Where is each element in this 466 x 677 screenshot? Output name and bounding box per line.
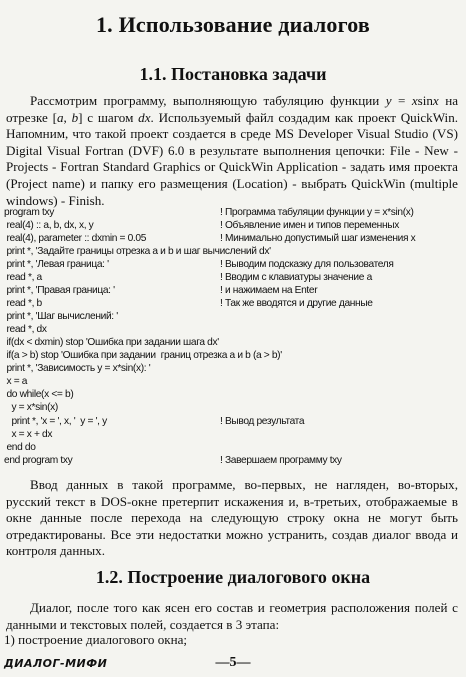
code-line	[4, 245, 462, 258]
code-statement: x = x + dx	[4, 428, 53, 440]
code-listing	[4, 206, 462, 467]
code-statement: read *, b	[4, 298, 42, 310]
code-comment: ! Объявление имен и типов переменных	[220, 220, 399, 232]
formula-b: b	[71, 109, 79, 125]
code-line	[4, 362, 462, 375]
code-line	[4, 336, 462, 349]
code-line	[4, 428, 462, 441]
intro-text-3: sin	[417, 93, 433, 108]
code-statement: read *, dx	[4, 324, 47, 336]
formula-a: a	[56, 109, 64, 125]
code-statement: real(4) :: a, b, dx, x, y	[4, 220, 94, 232]
code-line	[4, 271, 462, 284]
formula-x: x	[411, 93, 418, 108]
code-statement: x = a	[4, 376, 28, 388]
code-line	[4, 441, 462, 454]
formula-dx: dx	[138, 109, 151, 125]
intro-text-1: Рассмотрим программу, выполняющую табуляцию функции	[30, 93, 386, 108]
code-statement: if(dx < dxmin) stop 'Ошибка при задании шага dx'	[4, 337, 219, 349]
step-1: 1) построение диалогового окна;	[4, 632, 188, 647]
code-comment: ! Вывод результата	[220, 415, 305, 427]
code-statement: real(4), parameter :: dxmin = 0.05	[4, 233, 147, 245]
code-line	[4, 349, 462, 362]
code-line	[4, 310, 462, 323]
intro-text-4: на отрезке [	[6, 93, 459, 125]
code-statement: if(a > b) stop 'Ошибка при задании границ отрезка a и b (a > b)'	[4, 350, 282, 362]
code-comment: ! Так же вводятся и другие данные	[220, 298, 373, 310]
code-line	[4, 375, 462, 388]
code-line	[4, 388, 462, 401]
code-statement: print *, 'Зависимость y = x*sin(x): '	[4, 363, 151, 375]
intro-text-2: =	[391, 93, 412, 108]
code-line	[4, 258, 462, 271]
code-comment: ! и нажимаем на Enter	[220, 285, 318, 297]
intro-paragraph	[6, 93, 458, 209]
code-comment: ! Вводим с клавиатуры значение a	[220, 272, 372, 284]
code-statement: print *, 'Левая граница: '	[4, 259, 109, 271]
section-heading-1-2: 1.2. Построение диалогового окна	[95, 567, 371, 587]
code-line	[4, 415, 462, 428]
code-statement: print *, 'Шаг вычислений: '	[4, 311, 118, 323]
code-statement: do while(x <= b)	[4, 389, 74, 401]
code-statement: print *, 'Правая граница: '	[4, 285, 115, 297]
intro-text-7: . Используемый файл создадим как проект QuickWin. Напомним, что такой проект создается в среде MS Developer Visual Studio (VS) Digital Visual Fortran (DVF) 6.0 в результате выполнения цепочки: File - New - Projects - Fortran Standard Graphics or QuickWin Application - задать имя проекта (Project name) и папку его размещения (Location) - выбрать QuickWin (multiple windows) - Finish.	[6, 109, 459, 208]
code-statement: program txy	[4, 207, 54, 218]
code-comment: ! Программа табуляции функции y = x*sin(x)	[220, 207, 414, 218]
code-line	[4, 454, 462, 467]
code-statement: end program txy	[4, 454, 73, 466]
code-line	[4, 401, 462, 414]
section-heading-1-1: 1.1. Постановка задачи	[139, 64, 327, 84]
code-statement: print *, 'x = ', x, ' y = ', y	[4, 415, 107, 427]
formula-y: y	[385, 93, 392, 108]
dialog-steps-paragraph: Диалог, после того как ясен его состав и геометрия расположения полей с данными и текстовых полей, создается в 3 этапа:	[6, 600, 458, 632]
drawbacks-paragraph: Ввод данных в такой программе, во-первых, не нагляден, во-вторых, русский текст в DOS-окне претерпит искажения и, в-третьих, отображаемые в окне данные после перехода на следующую строку окна не могут быть отредактированы. Все эти недостатки можно устранить, создав диалог ввода и контроля данных.	[6, 477, 458, 559]
publisher-logo: ДИАЛОГ-МИФИ	[4, 657, 108, 670]
code-statement: print *, 'Задайте границы отрезка a и b и шаг вычислений dx'	[4, 246, 271, 258]
code-comment: ! Выводим подсказку для пользователя	[220, 259, 394, 271]
code-statement: end do	[4, 441, 36, 453]
code-statement: y = x*sin(x)	[4, 402, 58, 414]
code-line	[4, 297, 462, 310]
formula-x2: x	[432, 93, 439, 108]
chapter-heading: 1. Использование диалогов	[95, 12, 371, 37]
code-statement: read *, a	[4, 272, 42, 284]
intro-text-6: ] с шагом	[78, 109, 139, 125]
code-comment: ! Завершаем программу txy	[220, 454, 342, 466]
code-line	[4, 206, 462, 219]
code-line	[4, 284, 462, 297]
code-line	[4, 232, 462, 245]
code-comment: ! Минимально допустимый шаг изменения x	[220, 233, 416, 245]
page-number: —5—	[215, 655, 251, 670]
intro-text-5: ,	[63, 109, 72, 125]
code-line	[4, 323, 462, 336]
code-line	[4, 219, 462, 232]
